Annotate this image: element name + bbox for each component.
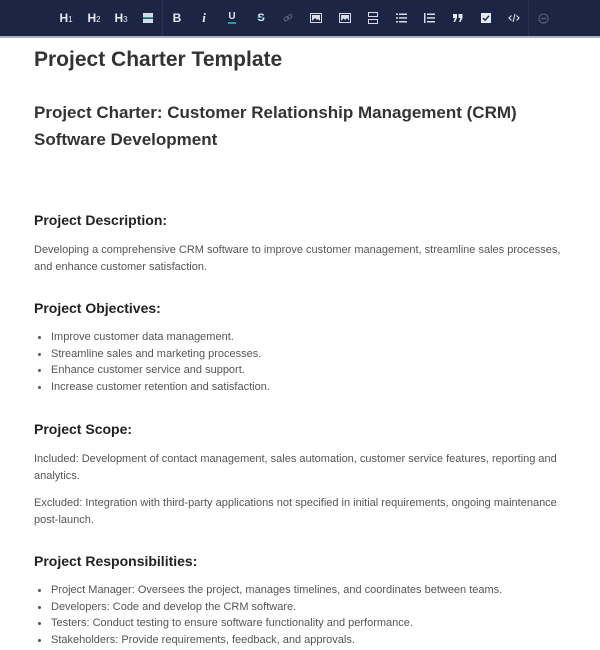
code-icon xyxy=(508,13,520,23)
paragraph-block-button[interactable] xyxy=(137,8,159,28)
strikethrough-button[interactable] xyxy=(250,8,272,28)
document-subtitle: Project Charter: Customer Relationship Management (CRM) Software Development xyxy=(34,103,517,149)
strikethrough-icon: S xyxy=(257,12,265,24)
heading-2-button[interactable] xyxy=(83,8,105,28)
heading-1-icon: H1 xyxy=(59,11,73,25)
document-title: Project Charter Template xyxy=(34,48,283,71)
italic-button[interactable] xyxy=(193,8,215,28)
blockquote-icon xyxy=(453,14,463,22)
list-item: Testers: Conduct testing to ensure software functionality and performance. xyxy=(34,615,502,632)
link-button[interactable] xyxy=(277,8,299,28)
list-item: Stakeholders: Provide requirements, feedback, and approvals. xyxy=(34,632,502,649)
image-icon xyxy=(310,13,322,23)
editor-toolbar xyxy=(0,0,600,38)
comment-button[interactable] xyxy=(532,8,554,28)
image-button[interactable] xyxy=(305,8,327,28)
list-item: Developers: Code and develop the CRM software. xyxy=(34,599,502,616)
heading-3-button[interactable] xyxy=(110,8,132,28)
heading-2-icon: H2 xyxy=(87,11,101,25)
toolbar-separator xyxy=(162,0,163,36)
section-heading-scope: Project Scope: xyxy=(34,421,133,437)
responsibilities-list xyxy=(34,582,502,648)
scope-included-paragraph: Included: Development of contact management, sales automation, customer service features, reporting and analytics. xyxy=(34,453,557,482)
bold-icon: B xyxy=(172,11,182,25)
comment-icon xyxy=(538,13,549,24)
divider-block-button[interactable] xyxy=(362,8,384,28)
numbered-list-button[interactable] xyxy=(418,8,440,28)
heading-1-button[interactable] xyxy=(55,8,77,28)
italic-icon: i xyxy=(202,10,206,25)
toolbar-separator xyxy=(528,0,529,36)
image-inline-icon xyxy=(339,13,351,23)
checkbox-button[interactable] xyxy=(475,8,497,28)
underline-icon: U xyxy=(228,11,236,22)
bold-button[interactable] xyxy=(166,8,188,28)
section-heading-description: Project Description: xyxy=(34,212,168,228)
bullet-list-icon xyxy=(396,13,407,23)
section-heading-objectives: Project Objectives: xyxy=(34,300,161,316)
list-item: Project Manager: Oversees the project, manages timelines, and coordinates between teams. xyxy=(34,582,502,599)
bullet-list-button[interactable] xyxy=(390,8,412,28)
section-heading-responsibilities: Project Responsibilities: xyxy=(34,553,198,569)
link-icon xyxy=(283,13,293,23)
image-inline-button[interactable] xyxy=(334,8,356,28)
underline-button[interactable] xyxy=(221,8,243,28)
heading-3-icon: H3 xyxy=(114,11,128,25)
blockquote-button[interactable] xyxy=(447,8,469,28)
description-paragraph: Developing a comprehensive CRM software to improve customer management, streamline sales processes, and enhance customer satisfaction. xyxy=(34,244,561,273)
objectives-list xyxy=(34,329,270,395)
list-item: Improve customer data management. xyxy=(34,329,270,346)
code-button[interactable] xyxy=(503,8,525,28)
checkbox-icon xyxy=(481,13,491,23)
divider-block-icon xyxy=(368,12,378,24)
list-item: Streamline sales and marketing processes. xyxy=(34,346,270,363)
list-item: Increase customer retention and satisfaction. xyxy=(34,379,270,396)
numbered-list-icon xyxy=(424,13,435,23)
paragraph-block-icon xyxy=(143,13,153,23)
list-item: Enhance customer service and support. xyxy=(34,362,270,379)
scope-excluded-paragraph: Excluded: Integration with third-party applications not specified in initial requirements, ongoing maintenance post-launch. xyxy=(34,497,557,526)
